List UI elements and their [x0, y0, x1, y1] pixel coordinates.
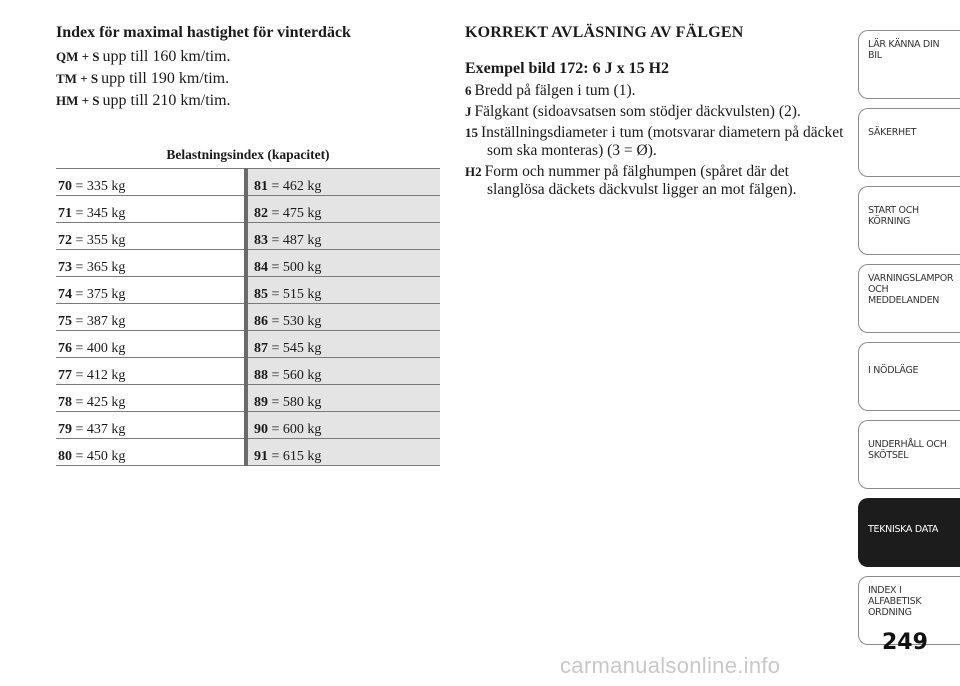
- speed-code: TM + S: [56, 71, 99, 86]
- load-value: = 365 kg: [72, 260, 126, 275]
- speed-code: HM + S: [56, 93, 100, 108]
- page-number: 249: [882, 630, 928, 655]
- load-value: = 500 kg: [268, 260, 322, 275]
- tab-sakerhet[interactable]: SÄKERHET: [858, 108, 960, 177]
- load-index: 87: [254, 341, 268, 356]
- load-index: 82: [254, 206, 268, 221]
- rim-def-text: Form och nummer på fälghumpen (spåret där det slanglösa däckets däckvulst ligger an mot fälgen).: [484, 163, 797, 198]
- table-row: [56, 385, 440, 412]
- table-cell: [246, 412, 440, 439]
- load-index: 81: [254, 179, 268, 194]
- rim-reading-section: [465, 24, 845, 202]
- load-index: 84: [254, 260, 268, 275]
- load-index-table: [56, 168, 440, 466]
- rim-def-key: 6: [465, 83, 472, 98]
- rim-example-subtitle: Exempel bild 172: 6 J x 15 H2: [465, 60, 670, 77]
- tab-lar-kanna-din-bil[interactable]: LÄR KÄNNA DIN BIL: [858, 30, 960, 99]
- load-value: = 335 kg: [72, 179, 126, 194]
- table-row: [56, 196, 440, 223]
- chapter-tabs: [858, 30, 960, 654]
- table-cell: [246, 304, 440, 331]
- speed-row-tm: [56, 68, 440, 90]
- table-row: [56, 358, 440, 385]
- table-cell: [246, 358, 440, 385]
- table-row: [56, 223, 440, 250]
- load-index: 89: [254, 395, 268, 410]
- rim-def-key: H2: [465, 164, 482, 179]
- table-row: [56, 250, 440, 277]
- table-cell: [246, 439, 440, 466]
- load-index: 72: [58, 233, 72, 248]
- table-cell: [246, 385, 440, 412]
- load-index: 71: [58, 206, 72, 221]
- load-table-caption: Belastningsindex (kapacitet): [166, 147, 330, 162]
- tab-start-och-korning[interactable]: START OCH KÖRNING: [858, 186, 960, 255]
- table-row: [56, 412, 440, 439]
- speed-text: upp till 210 km/tim.: [102, 92, 231, 109]
- table-cell: [246, 169, 440, 196]
- load-index: 79: [58, 422, 72, 437]
- tab-tekniska-data[interactable]: TEKNISKA DATA: [858, 498, 960, 567]
- load-value: = 560 kg: [268, 368, 322, 383]
- table-cell: [56, 277, 246, 304]
- table-cell: [56, 439, 246, 466]
- table-cell: [246, 223, 440, 250]
- tab-i-nodlage[interactable]: I NÖDLÄGE: [858, 342, 960, 411]
- load-value: = 530 kg: [268, 314, 322, 329]
- table-cell: [56, 304, 246, 331]
- speed-text: upp till 160 km/tim.: [102, 48, 231, 65]
- load-value: = 437 kg: [72, 422, 126, 437]
- winter-speed-heading: Index för maximal hastighet för vinterdäck: [56, 24, 351, 41]
- load-index: 77: [58, 368, 72, 383]
- rim-def-key: J: [465, 104, 472, 119]
- load-index: 91: [254, 449, 268, 464]
- table-cell: [56, 358, 246, 385]
- rim-def-item: [465, 82, 845, 100]
- rim-def-item: [465, 124, 845, 160]
- load-index: 83: [254, 233, 268, 248]
- rim-def-item: [465, 163, 845, 199]
- load-value: = 475 kg: [268, 206, 322, 221]
- load-value: = 355 kg: [72, 233, 126, 248]
- table-row: [56, 277, 440, 304]
- table-cell: [56, 331, 246, 358]
- load-value: = 412 kg: [72, 368, 126, 383]
- speed-row-qm: [56, 46, 440, 68]
- load-value: = 400 kg: [72, 341, 126, 356]
- load-value: = 545 kg: [268, 341, 322, 356]
- load-index: 74: [58, 287, 72, 302]
- load-index: 86: [254, 314, 268, 329]
- speed-code: QM + S: [56, 49, 100, 64]
- load-value: = 462 kg: [268, 179, 322, 194]
- load-value: = 580 kg: [268, 395, 322, 410]
- rim-def-item: [465, 103, 845, 121]
- tab-underhall-och-skotsel[interactable]: UNDERHÅLL OCH SKÖTSEL: [858, 420, 960, 489]
- load-index: 70: [58, 179, 72, 194]
- tab-varningslampor[interactable]: VARNINGSLAMPOR OCH MEDDELANDEN: [858, 264, 960, 333]
- load-value: = 425 kg: [72, 395, 126, 410]
- load-index: 76: [58, 341, 72, 356]
- load-value: = 345 kg: [72, 206, 126, 221]
- table-cell: [56, 169, 246, 196]
- speed-text: upp till 190 km/tim.: [101, 70, 230, 87]
- load-value: = 450 kg: [72, 449, 126, 464]
- winter-speed-section: [56, 24, 440, 112]
- load-value: = 615 kg: [268, 449, 322, 464]
- rim-title: KORREKT AVLÄSNING AV FÄLGEN: [465, 24, 744, 41]
- table-row: [56, 304, 440, 331]
- load-index: 85: [254, 287, 268, 302]
- load-value: = 487 kg: [268, 233, 322, 248]
- table-row: [56, 331, 440, 358]
- load-value: = 387 kg: [72, 314, 126, 329]
- load-value: = 600 kg: [268, 422, 322, 437]
- speed-row-hm: [56, 90, 440, 112]
- table-cell: [56, 412, 246, 439]
- load-index: 78: [58, 395, 72, 410]
- rim-def-text: Inställningsdiameter i tum (motsvarar diametern på däcket som ska monteras) (3 = Ø).: [481, 124, 844, 159]
- table-cell: [246, 250, 440, 277]
- table-row: [56, 439, 440, 466]
- load-index: 88: [254, 368, 268, 383]
- table-cell: [246, 331, 440, 358]
- load-index: 90: [254, 422, 268, 437]
- load-value: = 515 kg: [268, 287, 322, 302]
- rim-def-key: 15: [465, 125, 478, 140]
- watermark: carmanualsonline.info: [560, 653, 781, 678]
- load-index: 80: [58, 449, 72, 464]
- table-cell: [56, 250, 246, 277]
- rim-def-text: Fälgkant (sidoavsatsen som stödjer däckvulsten) (2).: [474, 103, 801, 120]
- table-cell: [56, 223, 246, 250]
- load-index: 75: [58, 314, 72, 329]
- rim-def-text: Bredd på fälgen i tum (1).: [474, 82, 636, 99]
- tab-index[interactable]: INDEX I ALFABETISK ORDNING: [858, 576, 960, 645]
- load-value: = 375 kg: [72, 287, 126, 302]
- table-cell: [246, 277, 440, 304]
- table-cell: [246, 196, 440, 223]
- load-index: 73: [58, 260, 72, 275]
- table-row: [56, 169, 440, 196]
- table-cell: [56, 385, 246, 412]
- table-cell: [56, 196, 246, 223]
